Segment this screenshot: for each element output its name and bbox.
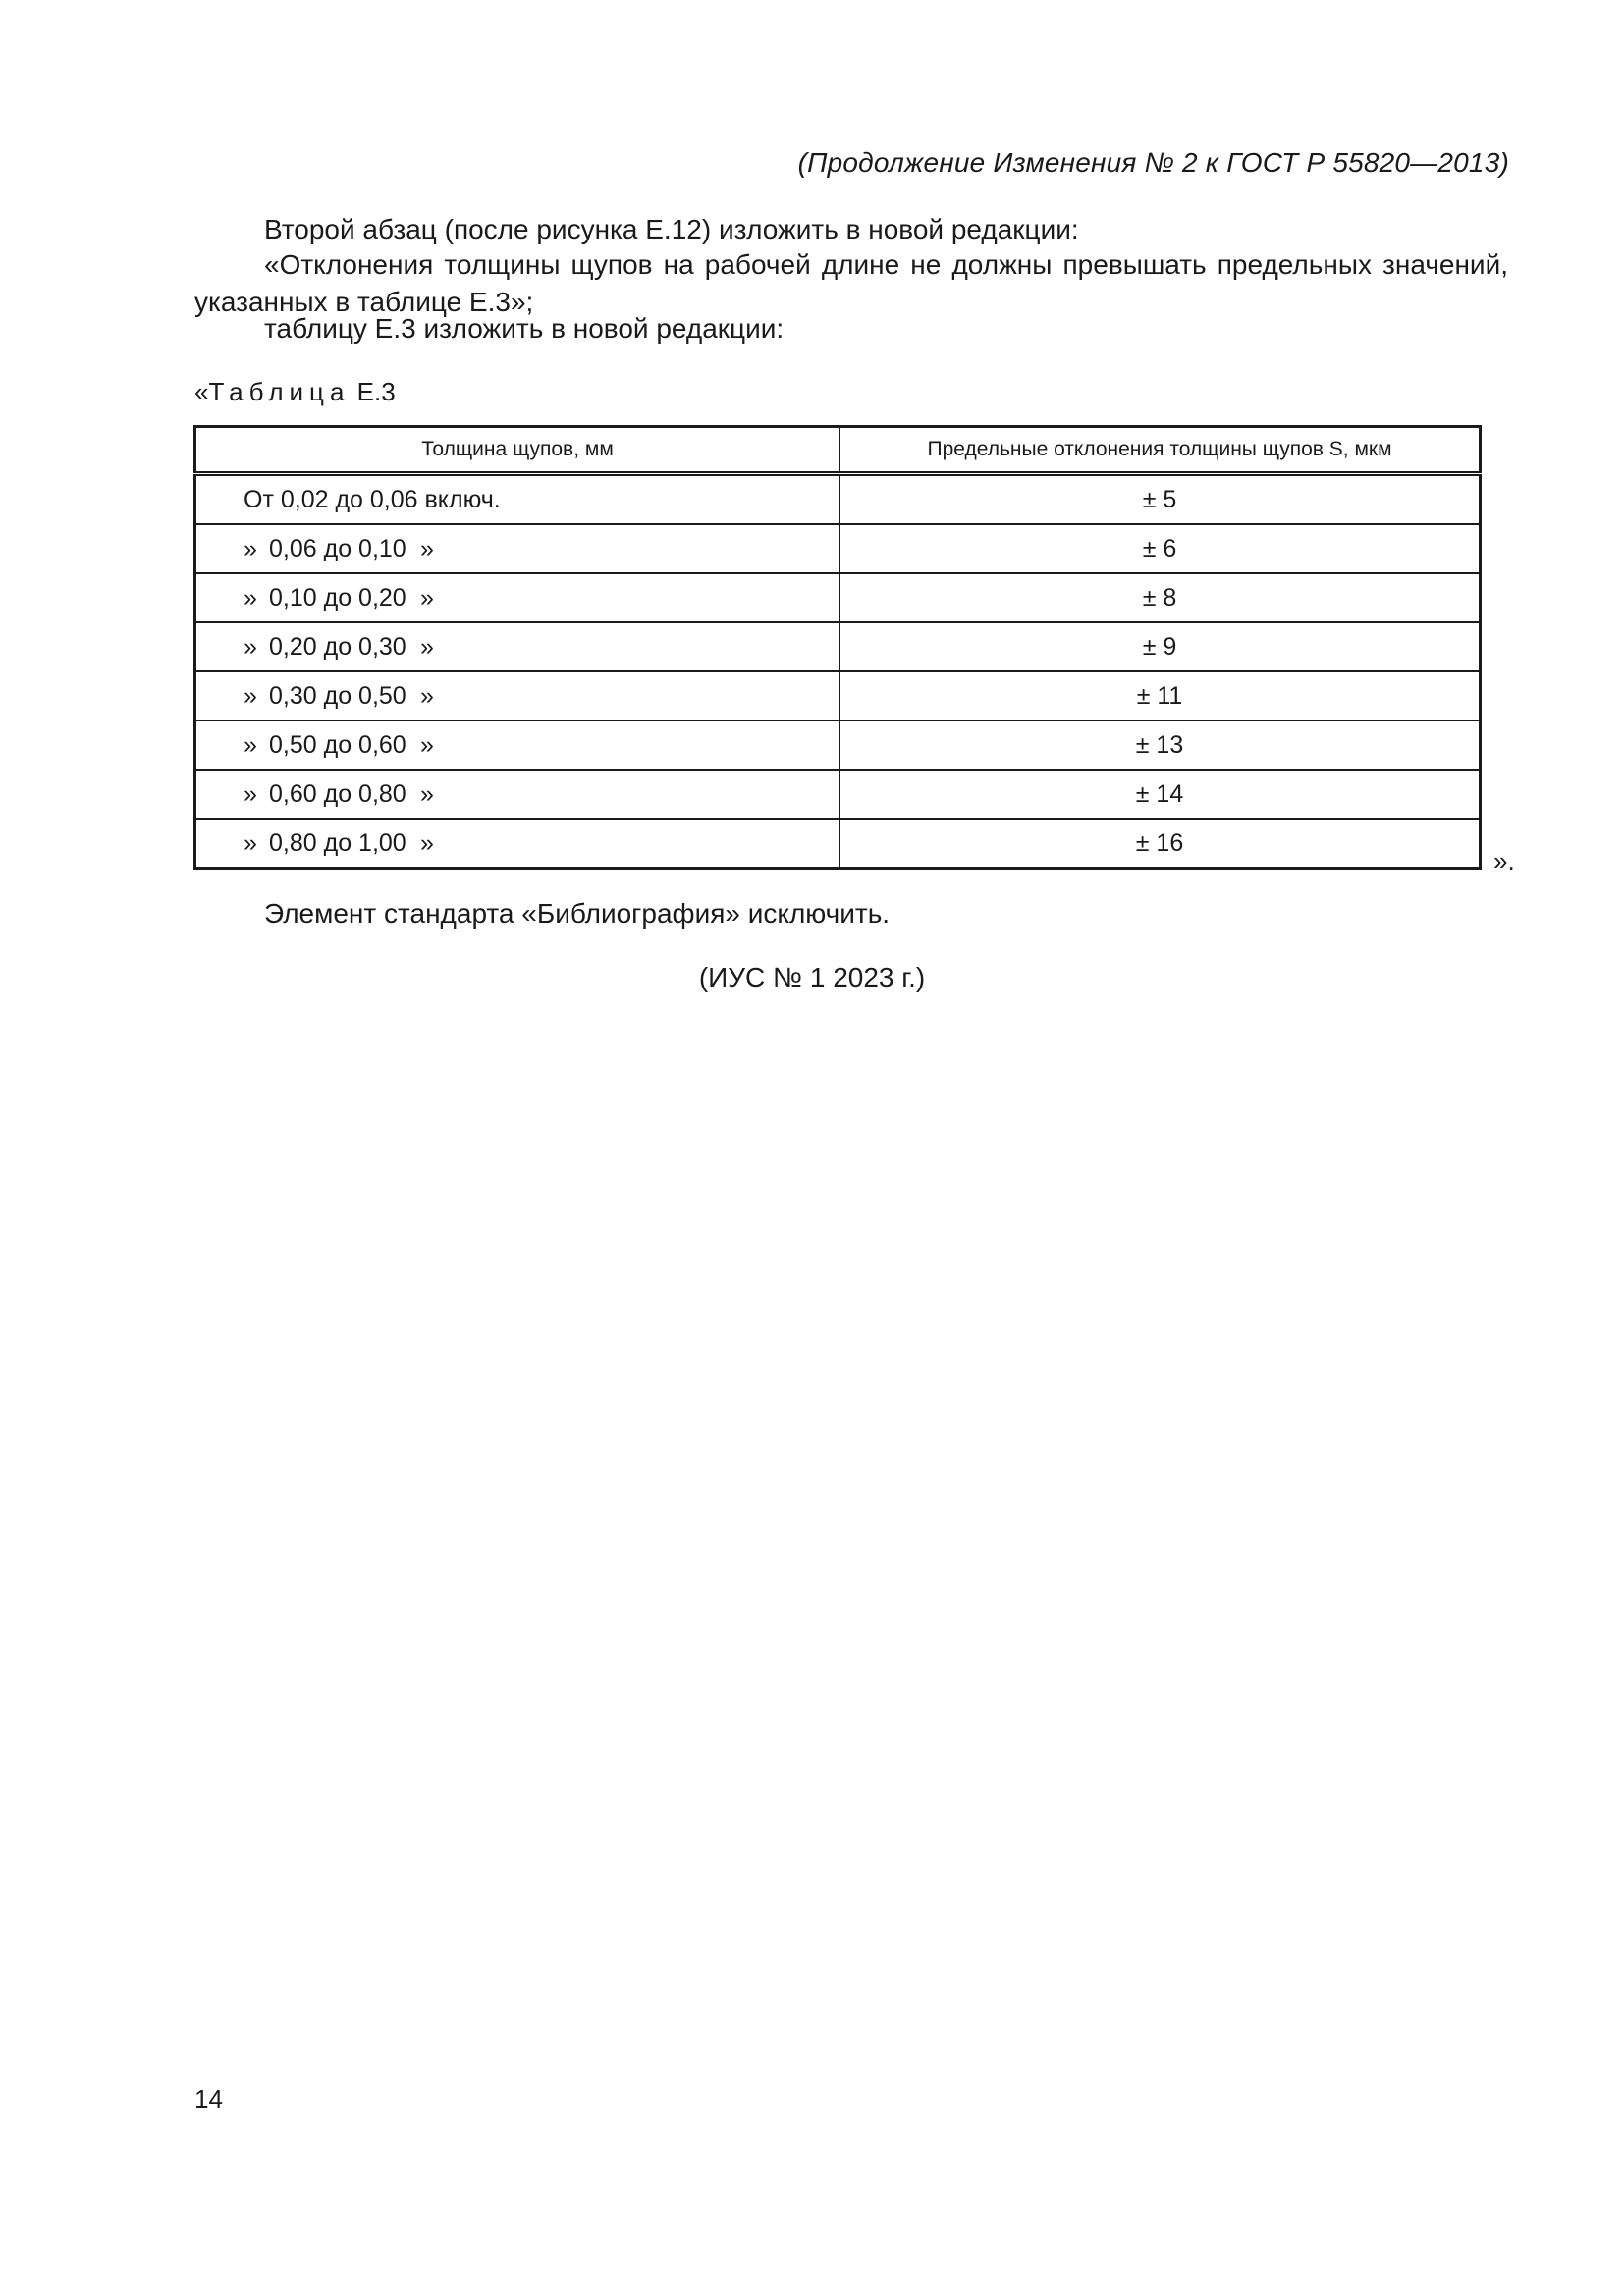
paragraph-table-instruction: таблицу Е.3 изложить в новой редакции:	[264, 313, 785, 344]
thickness-range: 0,30 до 0,50	[269, 681, 406, 710]
cell-deviation: ± 5	[839, 474, 1481, 525]
ditto-mark: »	[244, 632, 257, 661]
cell-thickness	[195, 622, 840, 671]
table-row	[195, 819, 1481, 869]
thickness-range: 0,20 до 0,30	[269, 632, 406, 661]
cell-thickness	[195, 524, 840, 573]
ditto-mark: »	[420, 632, 434, 661]
ius-reference: (ИУС № 1 2023 г.)	[698, 962, 926, 992]
cell-deviation: ± 11	[839, 671, 1481, 721]
ditto-mark: »	[244, 534, 257, 562]
table-closing-mark: ».	[1493, 846, 1515, 876]
cell-thickness: От 0,02 до 0,06 включ.	[195, 474, 840, 525]
cell-thickness	[195, 573, 840, 622]
table-e3	[193, 425, 1482, 870]
thickness-range: 0,10 до 0,20	[269, 583, 406, 612]
cell-deviation: ± 6	[839, 524, 1481, 573]
cell-thickness	[195, 721, 840, 770]
cell-deviation: ± 9	[839, 622, 1481, 671]
cell-deviation: ± 14	[839, 770, 1481, 819]
thickness-range: 0,60 до 0,80	[269, 779, 406, 808]
table-row	[195, 622, 1481, 671]
cell-thickness	[195, 819, 840, 869]
thickness-range: 0,50 до 0,60	[269, 730, 406, 759]
page-number: 14	[194, 2084, 223, 2113]
table-caption-quote: «	[194, 377, 209, 406]
ditto-mark: »	[420, 534, 434, 562]
table-row	[195, 573, 1481, 622]
ditto-mark: »	[420, 779, 434, 808]
ditto-mark: »	[244, 779, 257, 808]
ditto-mark: »	[244, 828, 257, 857]
cell-thickness	[195, 671, 840, 721]
paragraph-quote: «Отклонения толщины щупов на рабочей длине не должны превышать предельных значений, указанных в таблице Е.3»;	[194, 249, 1508, 317]
ditto-mark: »	[244, 583, 257, 612]
paragraph-intro: Второй абзац (после рисунка Е.12) изложить в новой редакции:	[264, 214, 1079, 244]
ditto-mark: »	[420, 730, 434, 759]
cell-thickness	[195, 770, 840, 819]
ditto-mark: »	[420, 583, 434, 612]
cell-deviation: ± 13	[839, 721, 1481, 770]
table-header-row	[195, 427, 1481, 474]
header-deviation: Предельные отклонения толщины щупов S, мкм	[839, 427, 1481, 474]
table-row	[195, 524, 1481, 573]
ditto-mark: »	[244, 730, 257, 759]
table-row	[195, 671, 1481, 721]
table-row	[195, 770, 1481, 819]
thickness-range: 0,06 до 0,10	[269, 534, 406, 562]
thickness-range: 0,80 до 1,00	[269, 828, 406, 857]
ditto-mark: »	[420, 828, 434, 857]
table-caption	[194, 377, 396, 407]
paragraph-bibliography: Элемент стандарта «Библиография» исключить.	[264, 898, 891, 929]
table-caption-number: Е.3	[356, 377, 396, 406]
header-thickness: Толщина щупов, мм	[195, 427, 840, 474]
cell-deviation: ± 16	[839, 819, 1481, 869]
ditto-mark: »	[420, 681, 434, 710]
running-header: (Продолжение Изменения № 2 к ГОСТ Р 55820—2013)	[797, 147, 1509, 178]
table-row	[195, 721, 1481, 770]
cell-deviation: ± 8	[839, 573, 1481, 622]
ditto-mark: »	[244, 681, 257, 710]
table-caption-word: Таблица	[208, 377, 351, 406]
table-row	[195, 474, 1481, 525]
